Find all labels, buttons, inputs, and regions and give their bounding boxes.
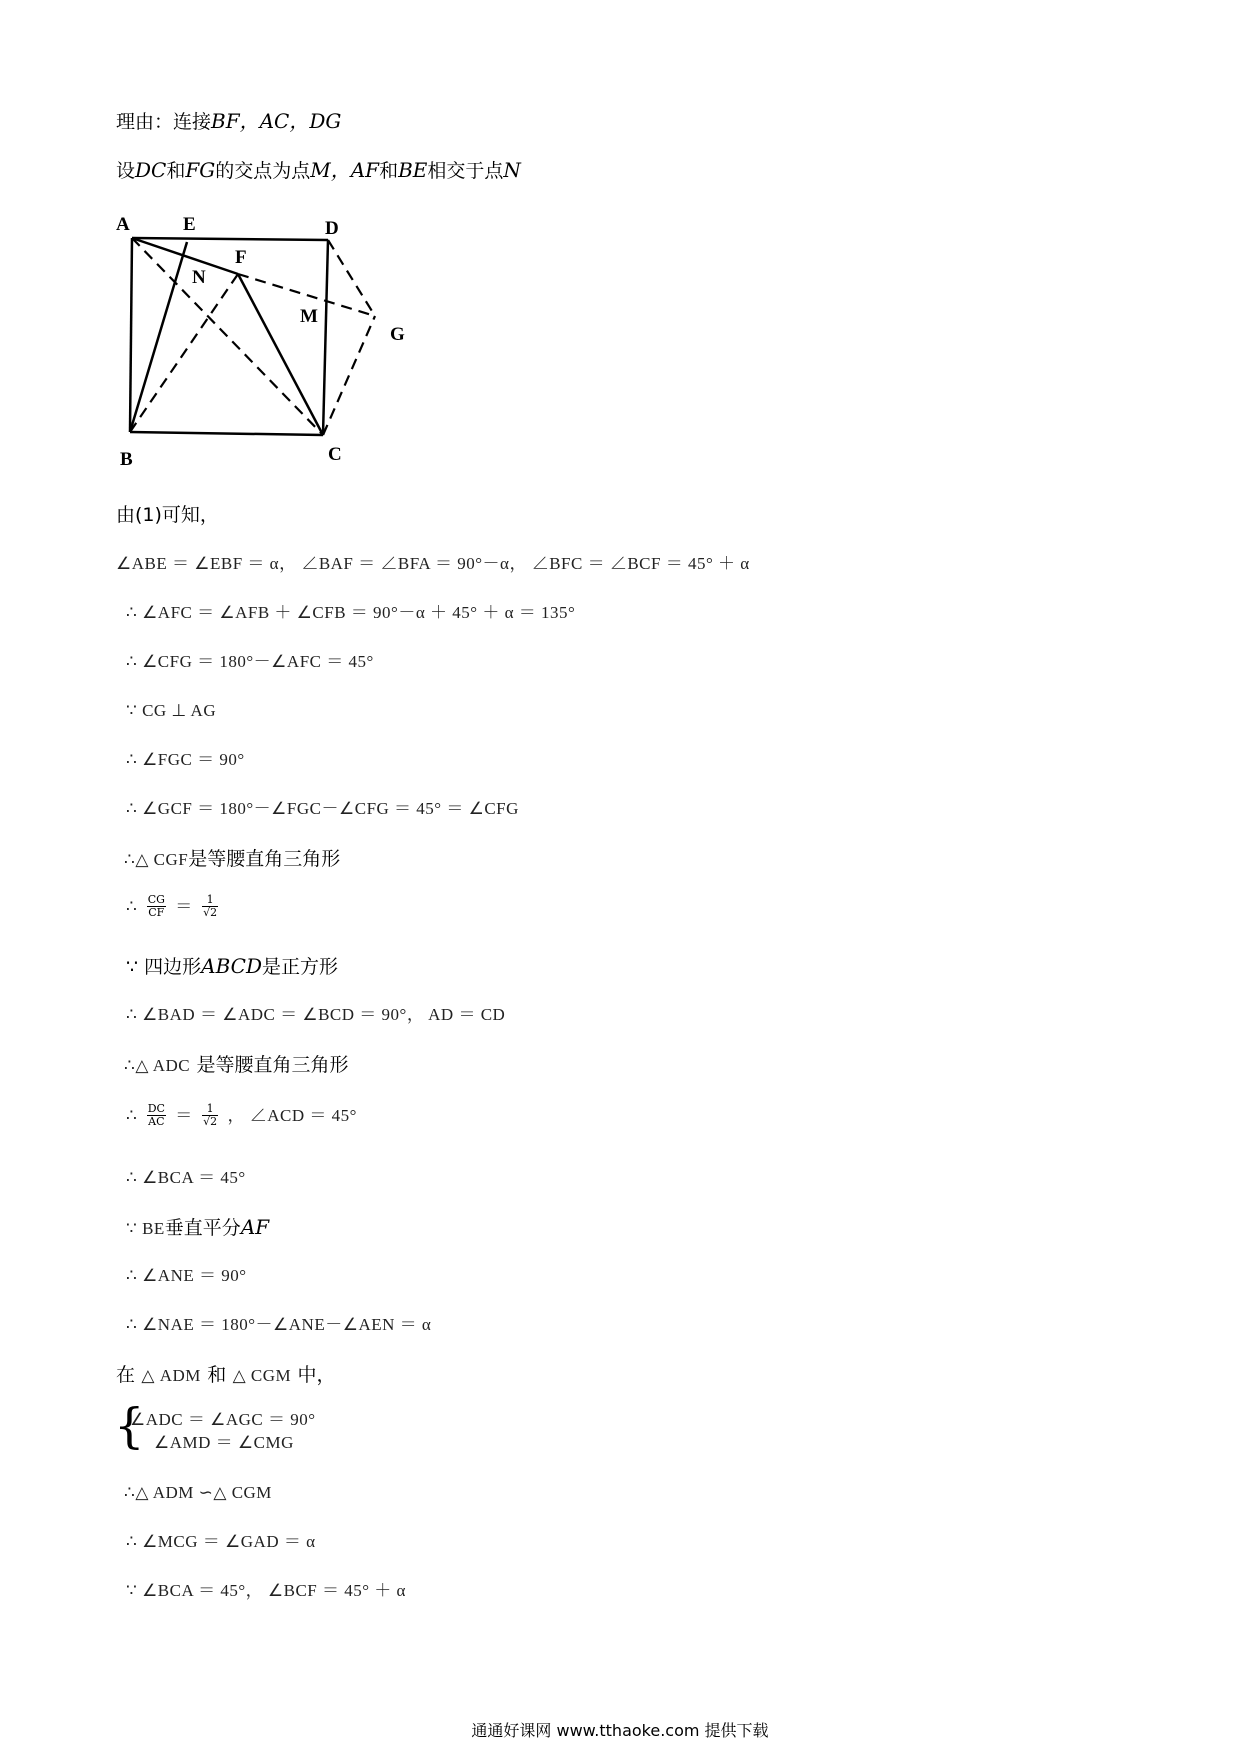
proof-expr: ＝ <box>175 897 193 916</box>
intro-var: N <box>503 158 521 182</box>
segment-ad <box>132 238 328 240</box>
proof-expr: ， ∠ACD ＝ 45° <box>227 1106 357 1125</box>
segment-bc <box>130 432 323 435</box>
proof-expr: △ CGM <box>232 1366 292 1385</box>
system-line-top: ∠ADC ＝ ∠AGC ＝ 90° <box>130 1410 316 1429</box>
proof-var: AF <box>240 1215 270 1239</box>
proof-line: ∵ ∠BCA ＝ 45°， ∠BCF ＝ 45° ＋ α <box>126 1581 406 1600</box>
proof-line: ∴ ∠GCF ＝ 180°－∠FGC－∠CFG ＝ 45° ＝ ∠CFG <box>126 799 519 818</box>
proof-line: ∴ ∠MCG ＝ ∠GAD ＝ α <box>126 1532 316 1551</box>
geometry-figure <box>110 210 430 470</box>
intro-text: 相交于点 <box>427 160 504 182</box>
intro-line-2 <box>116 157 521 184</box>
label-n: N <box>192 267 206 288</box>
segment-ac <box>132 238 323 435</box>
proof-expr: ∴ <box>126 1106 138 1125</box>
fraction-numerator: 1 <box>202 894 218 907</box>
proof-text: 是等腰直角三角形 <box>188 848 341 870</box>
proof-text: 中， <box>297 1364 336 1386</box>
proof-text: 垂直平分 <box>164 1217 241 1239</box>
intro-text: 的交点为点 <box>215 160 311 182</box>
proof-expr: ∵ BE <box>126 1219 165 1238</box>
intro-line-1 <box>116 108 341 135</box>
proof-expr: ∴△ CGF <box>124 850 189 869</box>
fraction-denominator: CF <box>148 906 165 919</box>
proof-text: 是等腰直角三角形 <box>196 1054 349 1076</box>
intro-var: M，AF <box>310 158 380 182</box>
segment-bf <box>130 274 238 432</box>
fraction <box>147 1103 166 1128</box>
intro-text: 和 <box>166 160 186 182</box>
proof-line: ∴ ∠BCA ＝ 45° <box>126 1168 246 1187</box>
proof-line: ∴ ∠NAE ＝ 180°－∠ANE－∠AEN ＝ α <box>126 1315 432 1334</box>
system-line-bottom: ∠AMD ＝ ∠CMG <box>154 1433 294 1452</box>
label-b: B <box>120 449 133 470</box>
proof-text: 和 <box>207 1364 227 1386</box>
label-g: G <box>390 324 405 345</box>
fraction-numerator: CG <box>147 893 165 906</box>
fraction-denominator: √2 <box>203 1115 218 1128</box>
intro-vars: BF，AC，DG <box>211 109 342 133</box>
fraction-numerator: 1 <box>202 1103 218 1116</box>
proof-line <box>126 1101 357 1129</box>
label-f: F <box>235 247 247 268</box>
fraction <box>147 894 166 919</box>
proof-expr: ＝ <box>175 1106 193 1125</box>
label-c: C <box>328 444 342 465</box>
proof-text: ∵ 四边形 <box>126 956 202 978</box>
proof-line <box>124 845 340 873</box>
label-e: E <box>183 214 196 235</box>
label-a: A <box>116 214 130 235</box>
label-m: M <box>300 306 318 327</box>
segment-be <box>130 242 187 432</box>
proof-line <box>116 1361 336 1389</box>
segment-dc <box>323 240 328 435</box>
intro-var: BE <box>398 158 428 182</box>
proof-line <box>124 1051 348 1079</box>
proof-line <box>126 892 221 920</box>
label-d: D <box>325 218 339 239</box>
proof-var: ABCD <box>201 954 262 978</box>
fraction-denominator: AC <box>148 1115 165 1128</box>
page-footer: 通通好课网 www.tthaoke.com 提供下载 <box>471 1721 769 1740</box>
proof-line: ∴ ∠AFC ＝ ∠AFB ＋ ∠CFB ＝ 90°－α ＋ 45° ＋ α ＝ 135° <box>126 603 576 622</box>
proof-text: 在 <box>116 1364 136 1386</box>
intro-var: DC <box>135 158 167 182</box>
proof-line: ∴ ∠FGC ＝ 90° <box>126 750 245 769</box>
segment-dg <box>328 240 375 316</box>
segment-af <box>132 238 238 274</box>
intro-text: 设 <box>116 160 136 182</box>
proof-line: 由(1)可知， <box>116 504 219 526</box>
proof-line <box>126 953 338 980</box>
fraction <box>202 1103 218 1128</box>
proof-expr: ∴△ ADC <box>124 1056 191 1075</box>
intro-var: FG <box>185 158 216 182</box>
intro-text: 理由：连接 <box>116 111 212 133</box>
proof-text: 是正方形 <box>262 956 339 978</box>
proof-line: ∠ABE ＝ ∠EBF ＝ α， ∠BAF ＝ ∠BFA ＝ 90°－α， ∠BFC ＝ ∠BCF ＝ 45° ＋ α <box>116 554 750 573</box>
intro-text: 和 <box>379 160 399 182</box>
proof-line: ∴ ∠ANE ＝ 90° <box>126 1266 247 1285</box>
segment-fc <box>238 274 323 435</box>
fraction-numerator: DC <box>147 1102 165 1115</box>
fraction <box>202 894 218 919</box>
proof-line: ∴△ ADM ∽△ CGM <box>124 1483 272 1502</box>
proof-line: ∵ CG ⊥ AG <box>126 701 217 720</box>
proof-line: ∴ ∠BAD ＝ ∠ADC ＝ ∠BCD ＝ 90°， AD ＝ CD <box>126 1005 506 1024</box>
segment-ab <box>130 238 132 432</box>
system-brace: { <box>114 1398 145 1454</box>
proof-expr: ∴ <box>126 897 138 916</box>
proof-expr: △ ADM <box>141 1366 201 1385</box>
segment-cg <box>323 316 375 435</box>
proof-line: ∴ ∠CFG ＝ 180°－∠AFC ＝ 45° <box>126 652 374 671</box>
fraction-denominator: √2 <box>203 906 218 919</box>
proof-line <box>126 1214 269 1242</box>
